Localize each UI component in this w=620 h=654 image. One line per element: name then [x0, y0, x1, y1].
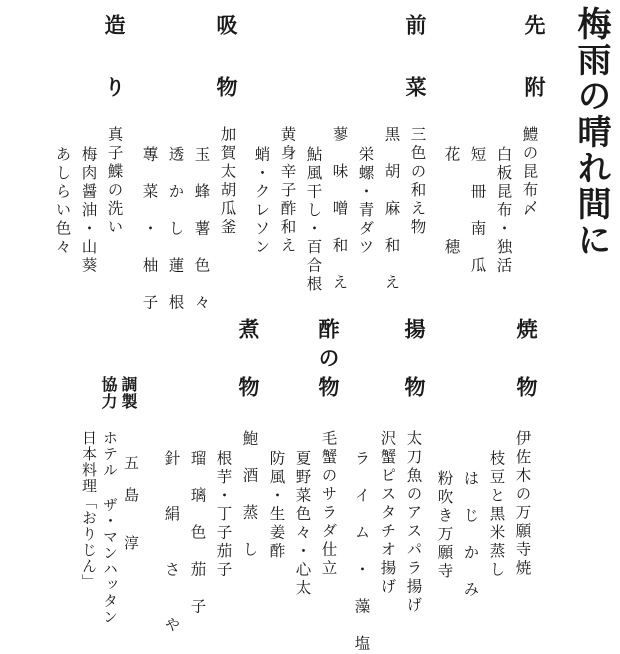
sakizuke-dish-3: 短 冊 南 瓜: [468, 146, 487, 276]
suimono-dish-4: 蓴 菜 ・ 柚 子: [140, 146, 159, 313]
category-agemono-char-1: 揚: [402, 318, 427, 340]
category-yakimono-char-1: 焼: [514, 318, 539, 340]
nimono-dish-4: 針 絹 さ や: [162, 450, 181, 635]
category-nimono-char-2: 物: [236, 376, 261, 398]
category-agemono-char-2: 物: [402, 376, 427, 398]
zensai-dish-4: 蓼 味 噌 和 え: [330, 126, 349, 293]
zensai-dish-6: 黄身辛子酢和え: [278, 126, 297, 256]
suimono-dish-1: 加賀太胡瓜釜: [218, 126, 237, 237]
sunomono-dish-1: 毛蟹のサラダ仕立: [319, 430, 338, 578]
agemono-dish-1: 太刀魚のアスパラ揚げ: [404, 430, 423, 615]
category-zensai-char-1: 前: [403, 14, 428, 36]
zensai-dish-3: 栄螺・青ダツ: [356, 146, 375, 257]
tsukuri-dish-3: あしらい色々: [53, 146, 72, 257]
category-suimono-char-2: 物: [214, 76, 239, 98]
nimono-dish-3: 瑠 璃 色 茄 子: [188, 450, 207, 617]
zensai-dish-7: 蛸・クレソン: [252, 146, 271, 257]
sakizuke-dish-4: 花 穂: [442, 146, 461, 257]
nimono-dish-1: 鮑 酒 蒸 し: [240, 430, 259, 560]
zensai-dish-2: 黒 胡 麻 和 え: [382, 126, 401, 293]
suimono-dish-3: 透 か し 蓮 根: [166, 146, 185, 313]
credit-hotel-name: ホテル ザ・マンハッタン: [101, 430, 119, 625]
zensai-dish-5: 鮎風干し・百合根: [304, 146, 323, 294]
agemono-dish-2: 沢蟹ピスタチオ揚げ: [378, 430, 397, 597]
category-suimono-char-1: 吸: [214, 14, 239, 36]
tsukuri-dish-2: 梅肉醤油・山葵: [79, 146, 98, 276]
tsukuri-dish-1: 真子鰈の洗い: [105, 126, 124, 237]
category-sunomono-char-3: 物: [316, 376, 341, 398]
credit-restaurant-name: 日本料理「おりじん」: [80, 430, 98, 590]
sakizuke-dish-1: 鱧の昆布〆: [520, 126, 539, 219]
category-nimono-char-1: 煮: [236, 318, 261, 340]
yakimono-dish-3: は じ か み: [461, 470, 480, 600]
menu-title: 梅雨の晴れ間に: [571, 6, 611, 258]
category-tsukuri-char-1: 造: [102, 14, 127, 36]
nimono-dish-2: 根芋・丁子茄子: [214, 450, 233, 580]
agemono-dish-3: ラ イ ム ・ 藻 塩: [352, 450, 371, 654]
sunomono-dish-2: 夏野菜色々・心太: [293, 450, 312, 598]
category-sakizuke-char-1: 先: [522, 14, 547, 36]
yakimono-dish-2: 枝豆と黒米蒸し: [487, 450, 506, 580]
category-zensai-char-2: 菜: [403, 76, 428, 98]
category-sunomono-char-1: 酢: [316, 318, 341, 340]
yakimono-dish-1: 伊佐木の万願寺焼: [513, 430, 532, 578]
category-sakizuke-char-2: 附: [522, 76, 547, 98]
sakizuke-dish-2: 白板昆布・独活: [494, 146, 513, 276]
category-sunomono-char-2: の: [316, 347, 341, 369]
credit-chef-name: 五 島 淳: [122, 455, 140, 551]
yakimono-dish-4: 粉吹き万願寺: [435, 470, 454, 581]
category-yakimono-char-2: 物: [514, 376, 539, 398]
credit-label-cooperation: 協力: [99, 376, 118, 410]
sunomono-dish-3: 防風・生姜酢: [267, 450, 286, 561]
zensai-dish-1: 三色の和え物: [408, 126, 427, 237]
credit-label-prepared: 調製: [119, 376, 138, 410]
suimono-dish-2: 玉 蜂 薯 色 々: [192, 146, 211, 313]
category-tsukuri-char-2: り: [102, 76, 127, 98]
